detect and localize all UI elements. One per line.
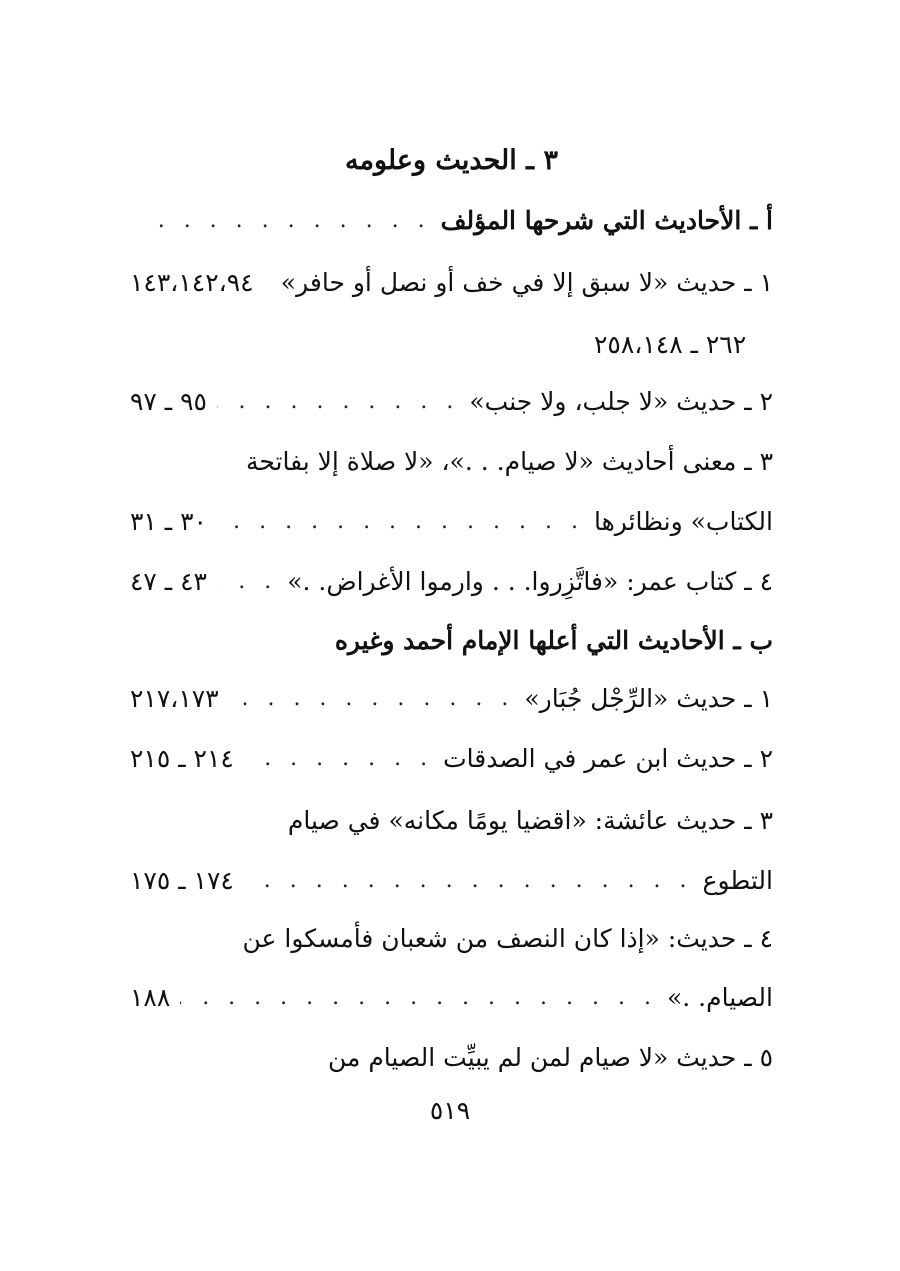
leader-dots xyxy=(180,973,657,1023)
index-entry xyxy=(130,557,773,607)
leader-dots xyxy=(140,196,431,246)
index-entry xyxy=(130,437,773,487)
entry-pages: ٢١٤ ـ ٢١٥ xyxy=(130,744,234,773)
entry-text: الصيام. .» xyxy=(666,983,773,1012)
entry-text: ٣ ـ حديث عائشة: «اقضيا يومًا مكانه» في صيام xyxy=(287,806,773,835)
entry-text: ٥ ـ حديث «لا صيام لمن لم يبيِّت الصيام من xyxy=(327,1043,773,1072)
entry-pages: ٢١٧،١٧٣ xyxy=(130,684,219,713)
index-entry xyxy=(130,258,773,308)
leader-dots xyxy=(229,674,515,724)
index-entry-continued xyxy=(130,856,773,906)
entry-pages: ١٨٨ xyxy=(130,983,171,1012)
entry-text: ٢ ـ حديث «لا جلب، ولا جنب» xyxy=(469,387,773,416)
entry-pages: ١٧٤ ـ ١٧٥ xyxy=(130,866,234,895)
entry-text: الكتاب» ونظائرها xyxy=(593,507,773,536)
index-entry xyxy=(130,1033,773,1083)
section-title: ٣ ـ الحديث وعلومه xyxy=(345,145,558,176)
entry-pages: ٩٥ ـ ٩٧ xyxy=(130,387,207,416)
index-entry xyxy=(130,914,773,964)
entry-pages: ٢٦٢ ـ ٢٥٨،١٤٨ xyxy=(594,330,747,359)
entry-text: ٤ ـ كتاب عمر: «فاتَّزِروا. . . وارموا الأغراض. .» xyxy=(287,567,773,596)
index-entry xyxy=(130,674,773,724)
group-b-heading-text: ب ـ الأحاديث التي أعلها الإمام أحمد وغيره xyxy=(334,626,773,655)
index-entry-continued xyxy=(130,497,773,547)
leader-dots xyxy=(217,377,459,427)
leader-dots xyxy=(217,497,584,547)
entry-text: التطوع xyxy=(702,866,773,895)
index-entry-continued xyxy=(130,320,773,370)
group-a-heading xyxy=(130,196,773,246)
leader-dots xyxy=(244,856,693,906)
group-b-heading xyxy=(130,616,773,666)
entry-pages: ٤٣ ـ ٤٧ xyxy=(130,567,207,596)
page-number: ٥١٩ xyxy=(429,1096,471,1125)
entry-text: ٣ ـ معنى أحاديث «لا صيام. . .»، «لا صلاة إلا بفاتحة xyxy=(245,447,773,476)
leader-dots xyxy=(217,557,277,607)
group-a-heading-text: أ ـ الأحاديث التي شرحها المؤلف xyxy=(440,206,773,235)
entry-text: ٤ ـ حديث: «إذا كان النصف من شعبان فأمسكوا عن xyxy=(242,924,773,953)
entry-pages: ٣٠ ـ ٣١ xyxy=(130,507,207,536)
index-entry xyxy=(130,377,773,427)
entry-pages: ١٤٣،١٤٢،٩٤ xyxy=(130,268,254,297)
index-entry-continued xyxy=(130,973,773,1023)
entry-text: ١ ـ حديث «لا سبق إلا في خف أو نصل أو حافر» xyxy=(280,268,773,297)
index-entry xyxy=(130,796,773,846)
entry-text: ١ ـ حديث «الرِّجْل جُبَار» xyxy=(524,684,773,713)
entry-text: ٢ ـ حديث ابن عمر في الصدقات xyxy=(443,744,773,773)
index-entry xyxy=(130,734,773,784)
leader-dots xyxy=(244,734,433,784)
